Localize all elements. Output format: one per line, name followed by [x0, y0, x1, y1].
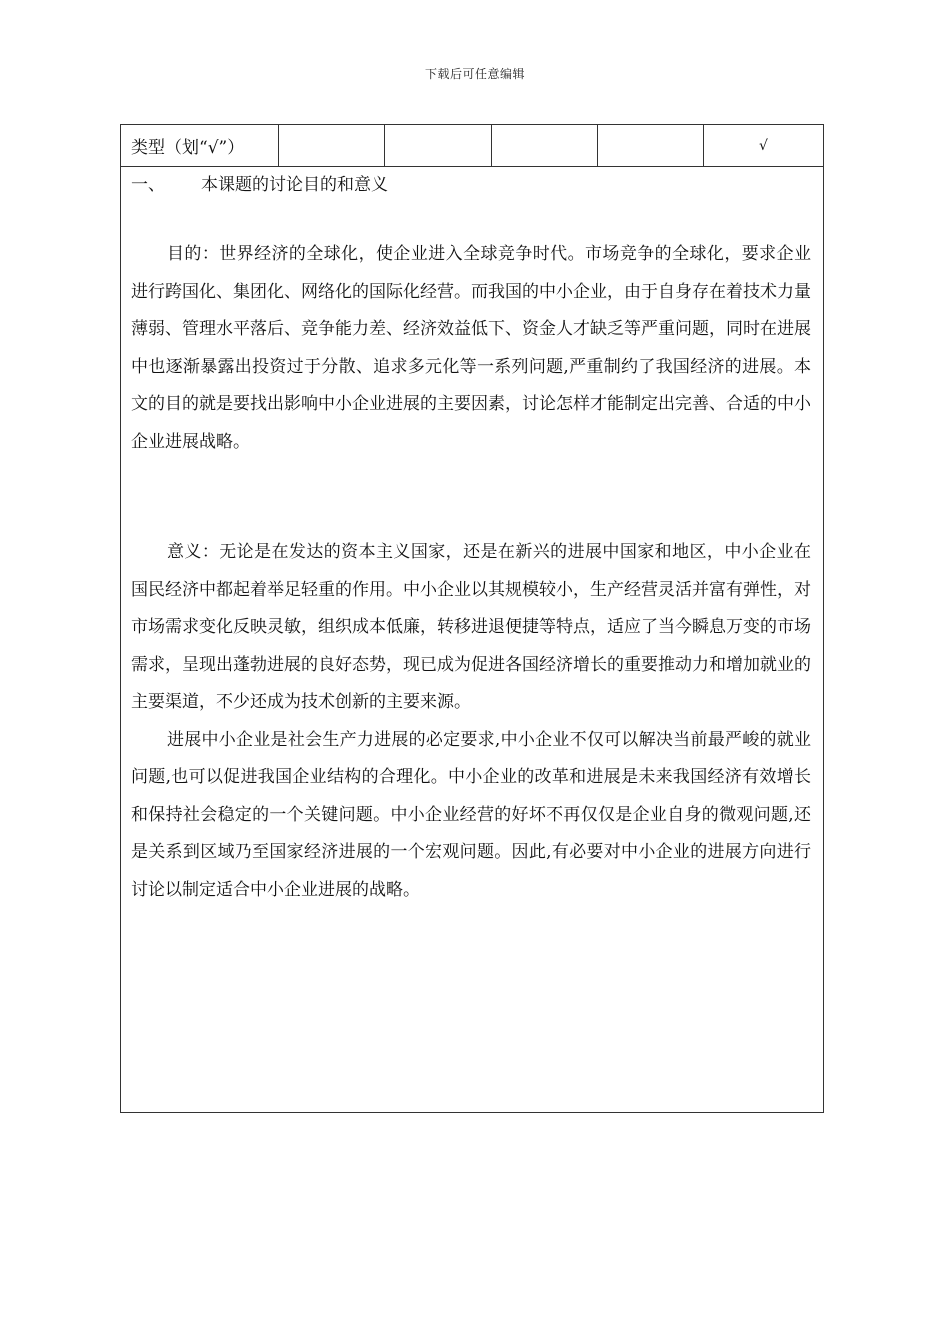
section-title: 本课题的讨论目的和意义 [201, 175, 388, 195]
content-cell [121, 167, 824, 1113]
type-row [121, 125, 824, 167]
section-heading [131, 171, 811, 199]
type-label: 类型（划“√”） [121, 125, 279, 167]
meaning-paragraph: 意义：无论是在发达的资本主义国家，还是在新兴的进展中国家和地区，中小企业在国民经济中都起着举足轻重的作用。中小企业以其规模较小，生产经营灵活并富有弹性，对市场需求变化反映灵敏，组织成本低廉，转移进退便捷等特点，适应了当今瞬息万变的市场需求，呈现出蓬勃进展的良好态势，现已成为促进各国经济增长的重要推动力和增加就业的主要渠道，不少还成为技术创新的主要来源。 [131, 542, 811, 712]
type-option-cell-4[interactable] [598, 125, 704, 167]
proposal-form-table [120, 124, 824, 1113]
type-option-cell-3[interactable] [492, 125, 598, 167]
development-paragraph: 进展中小企业是社会生产力进展的必定要求,中小企业不仅可以解决当前最严峻的就业问题,也可以促进我国企业结构的合理化。中小企业的改革和进展是未来我国经济有效增长和保持社会稳定的一个关键问题。中小企业经营的好坏不再仅仅是企业自身的微观问题,还是关系到区域乃至国家经济进展的一个宏观问题。因此,有必要对中小企业的进展方向进行讨论以制定适合中小企业进展的战略。 [131, 729, 811, 900]
page-header-note: 下载后可任意编辑 [424, 67, 525, 81]
type-option-cell-1[interactable] [279, 125, 385, 167]
section-number: 一、 [131, 175, 165, 195]
purpose-paragraph: 目的：世界经济的全球化，使企业进入全球竞争时代。市场竞争的全球化，要求企业进行跨国化、集团化、网络化的国际化经营。而我国的中小企业，由于自身存在着技术力量薄弱、管理水平落后、竞争能力差、经济效益低下、资金人才缺乏等严重问题，同时在进展中也逐渐暴露出投资过于分散、追求多元化等一系列问题,严重制约了我国经济的进展。本文的目的就是要找出影响中小企业进展的主要因素，讨论怎样才能制定出完善、合适的中小企业进展战略。 [131, 244, 811, 452]
content-row [121, 167, 824, 1113]
type-option-cell-2[interactable] [385, 125, 492, 167]
type-option-cell-5-checked[interactable]: √ [704, 125, 824, 167]
